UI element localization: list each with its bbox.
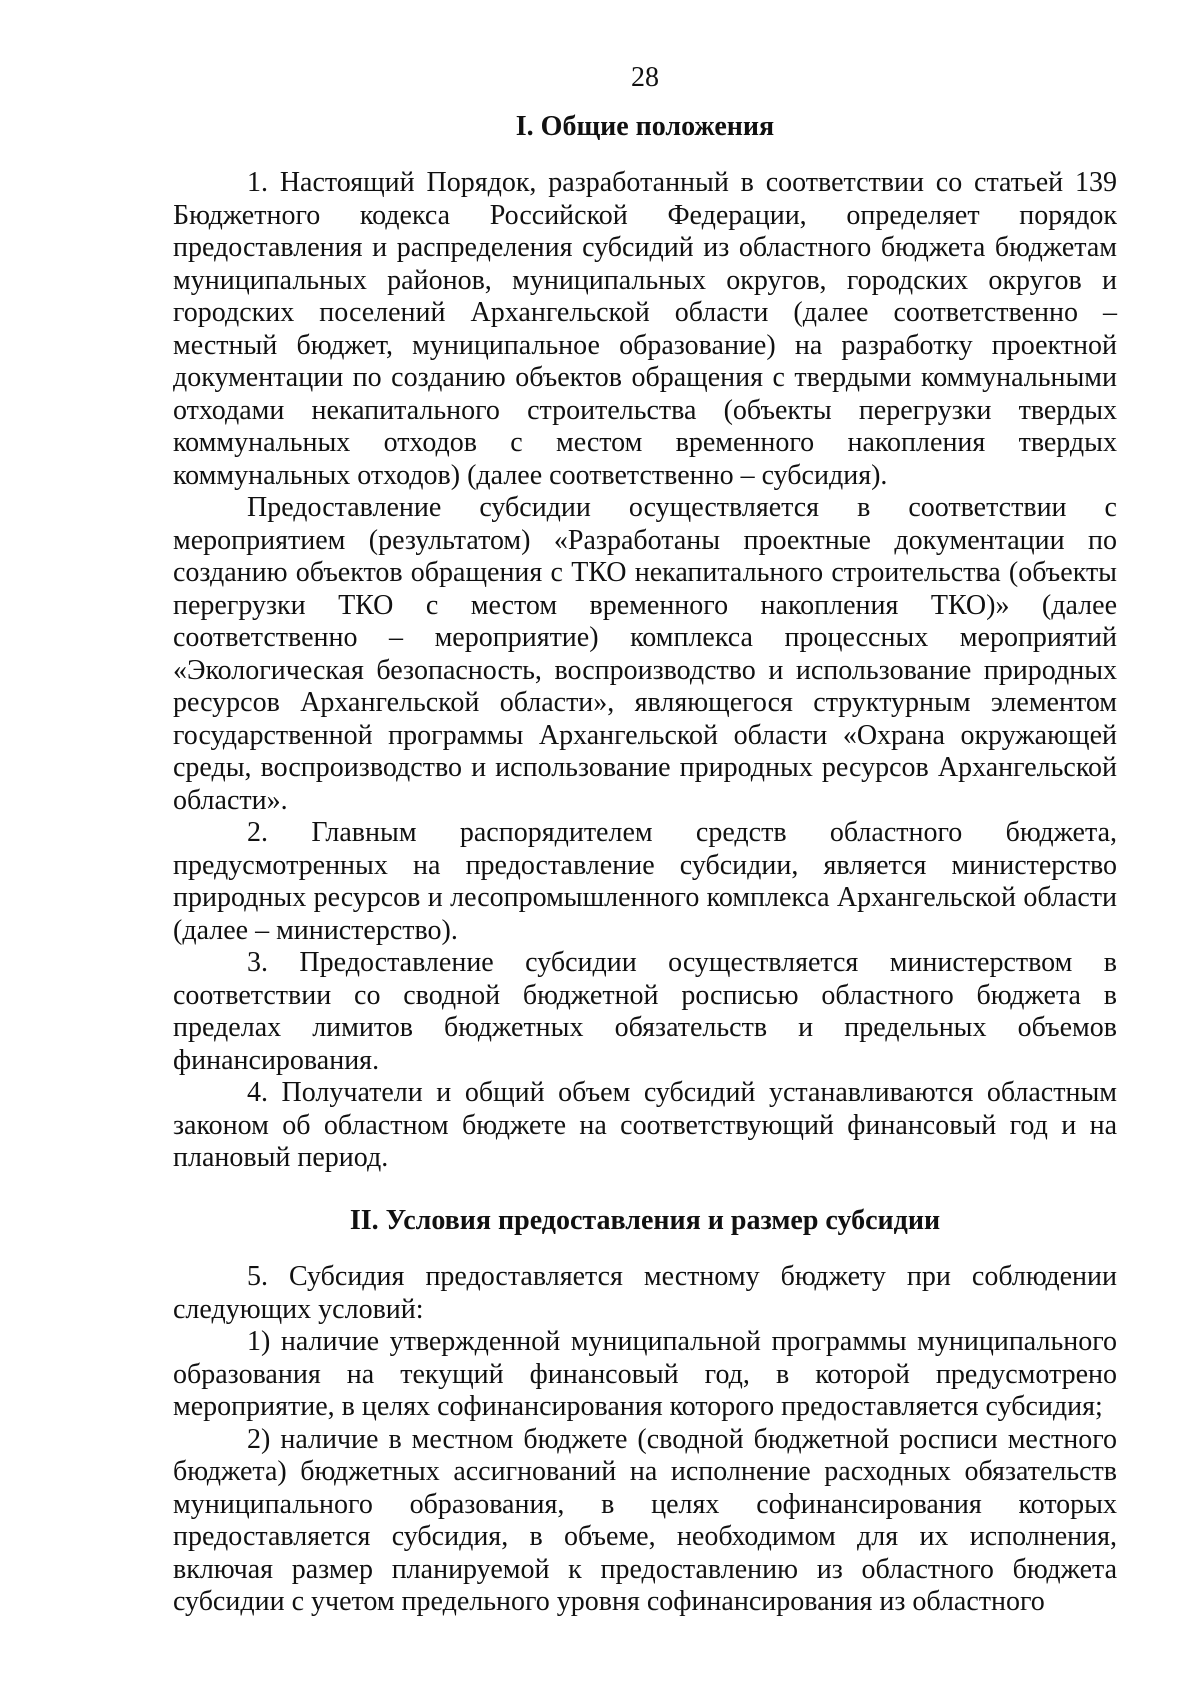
section-1-paragraph: 3. Предоставление субсидии осуществляется министерством в соответствии со сводной бюджетной росписью областного бюджета в пределах лимитов бюджетных обязательств и предельных объемов финансирования. [173,947,1117,1076]
section-2-paragraph: 5. Субсидия предоставляется местному бюджету при соблюдении следующих условий: [173,1261,1117,1325]
section-2-paragraph: 2) наличие в местном бюджете (сводной бюджетной росписи местного бюджета) бюджетных ассигнований на исполнение расходных обязательств муниципального образования, в целях софинансирования которых предоставляется субсидия, в объеме, необходимом для их исполнения, включая размер планируемой к предоставлению из областного бюджета субсидии с учетом предельного уровня софинансирования из областного [173,1423,1117,1617]
document-page [173,62,1117,1619]
section-1-paragraph: 1. Настоящий Порядок, разработанный в соответствии со статьей 139 Бюджетного кодекса Российской Федерации, определяет порядок предоставления и распределения субсидий из областного бюджета бюджетам муниципальных районов, муниципальных округов, городских округов и городских поселений Архангельской области (далее соответственно – местный бюджет, муниципальное образование) на разработку проектной документации по созданию объектов обращения с твердыми коммунальными отходами некапитального строительства (объекты перегрузки твердых коммунальных отходов с местом временного накопления твердых коммунальных отходов) (далее соответственно – субсидия). [173,167,1117,491]
section-2-paragraph: 1) наличие утвержденной муниципальной программы муниципального образования на текущий финансовый год, в которой предусмотрено мероприятие, в целях софинансирования которого предоставляется субсидия; [173,1326,1117,1422]
section-1-heading: I. Общие положения [515,110,775,142]
section-2-heading: II. Условия предоставления и размер субсидии [349,1204,941,1236]
page-number: 28 [631,62,659,93]
section-1-paragraph: 2. Главным распорядителем средств областного бюджета, предусмотренных на предоставление субсидии, является министерство природных ресурсов и лесопромышленного комплекса Архангельской области (далее – министерство). [173,817,1117,946]
section-1-paragraph: 4. Получатели и общий объем субсидий устанавливаются областным законом об областном бюджете на соответствующий финансовый год и на плановый период. [173,1077,1117,1173]
section-1-paragraph: Предоставление субсидии осуществляется в соответствии с мероприятием (результатом) «Разработаны проектные документации по созданию объектов обращения с ТКО некапитального строительства (объекты перегрузки ТКО с местом временного накопления ТКО)» (далее соответственно – мероприятие) комплекса процессных мероприятий «Экологическая безопасность, воспроизводство и использование природных ресурсов Архангельской области», являющегося структурным элементом государственной программы Архангельской области «Охрана окружающей среды, воспроизводство и использование природных ресурсов Архангельской области». [173,492,1117,816]
